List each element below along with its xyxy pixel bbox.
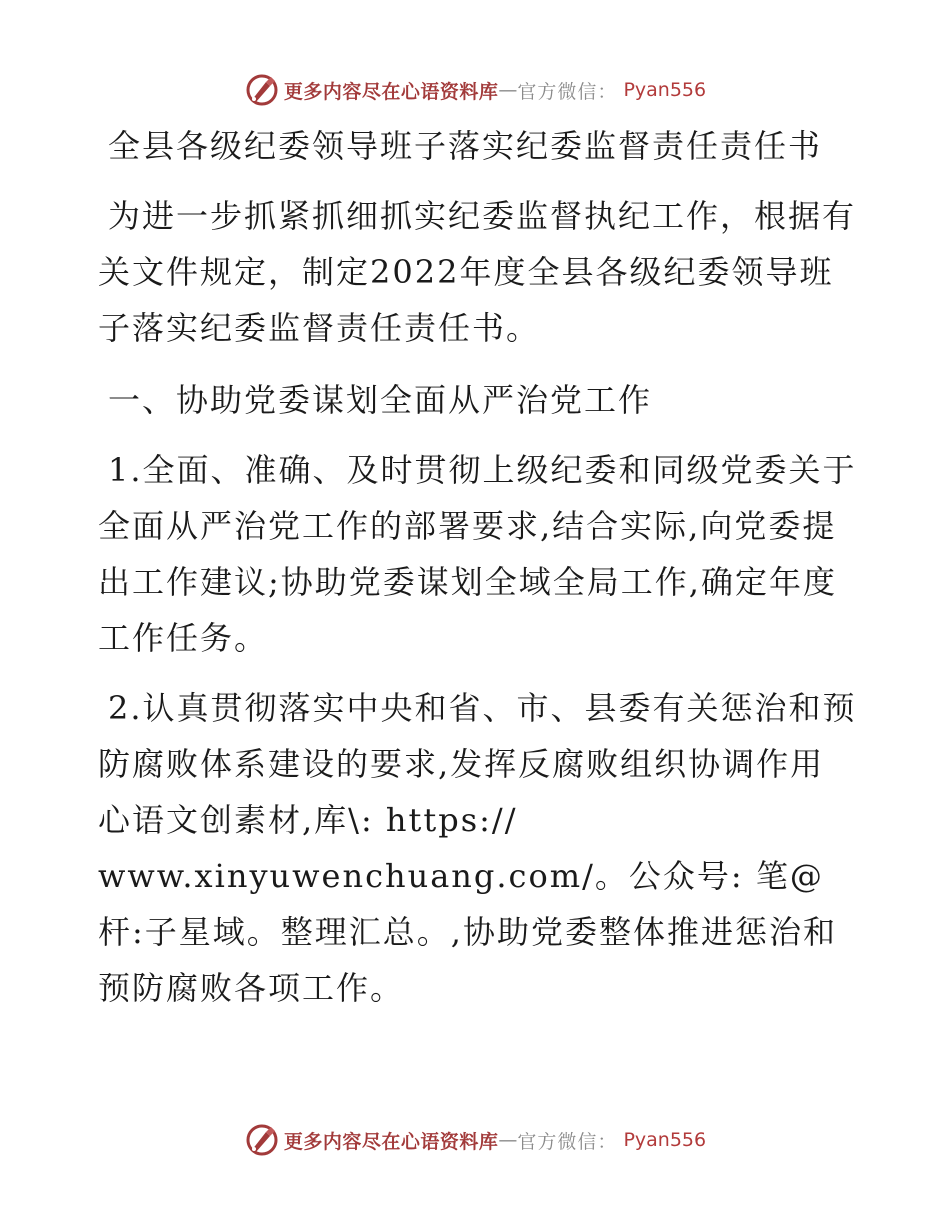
banner-separator: — bbox=[498, 1129, 518, 1151]
section-1-heading: 一、协助党委谋划全面从严治党工作 bbox=[108, 381, 653, 419]
document-body bbox=[98, 118, 858, 1016]
wechat-id: Pyan556 bbox=[623, 79, 707, 101]
wechat-label: 官方微信： bbox=[517, 1130, 618, 1153]
item-2-paragraph bbox=[98, 680, 858, 1016]
wechat-label: 官方微信： bbox=[517, 80, 618, 103]
footer-banner bbox=[0, 1120, 950, 1160]
document-title: 全县各级纪委领导班子落实纪委监督责任责任书 bbox=[108, 127, 823, 165]
item-1-paragraph: 1.全面、准确、及时贯彻上级纪委和同级党委关于全面从严治党工作的部署要求,结合实际,向党委提出工作建议;协助党委谋划全域全局工作,确定年度工作任务。 bbox=[98, 451, 857, 657]
promo-text: 更多内容尽在心语资料库 bbox=[283, 80, 499, 103]
item-2-text-part-2: www.xinyuwenchuang.com/。公众号: 笔@杆:子星域。整理汇总。,协助党委整体推进惩治和预防腐败各项工作。 bbox=[98, 857, 837, 1007]
banner-separator: — bbox=[498, 79, 518, 101]
pen-logo-icon bbox=[244, 1122, 280, 1158]
wechat-id: Pyan556 bbox=[623, 1129, 707, 1151]
pen-logo-icon bbox=[244, 72, 280, 108]
header-banner bbox=[0, 70, 950, 110]
promo-text: 更多内容尽在心语资料库 bbox=[283, 1130, 499, 1153]
item-2-text-part-1: 2.认真贯彻落实中央和省、市、县委有关惩治和预防腐败体系建设的要求,发挥反腐败组织协调作用心语文创素材,库\: https:// bbox=[98, 689, 857, 839]
intro-paragraph: 为进一步抓紧抓细抓实纪委监督执纪工作，根据有关文件规定，制定2022年度全县各级纪委领导班子落实纪委监督责任责任书。 bbox=[98, 197, 857, 347]
